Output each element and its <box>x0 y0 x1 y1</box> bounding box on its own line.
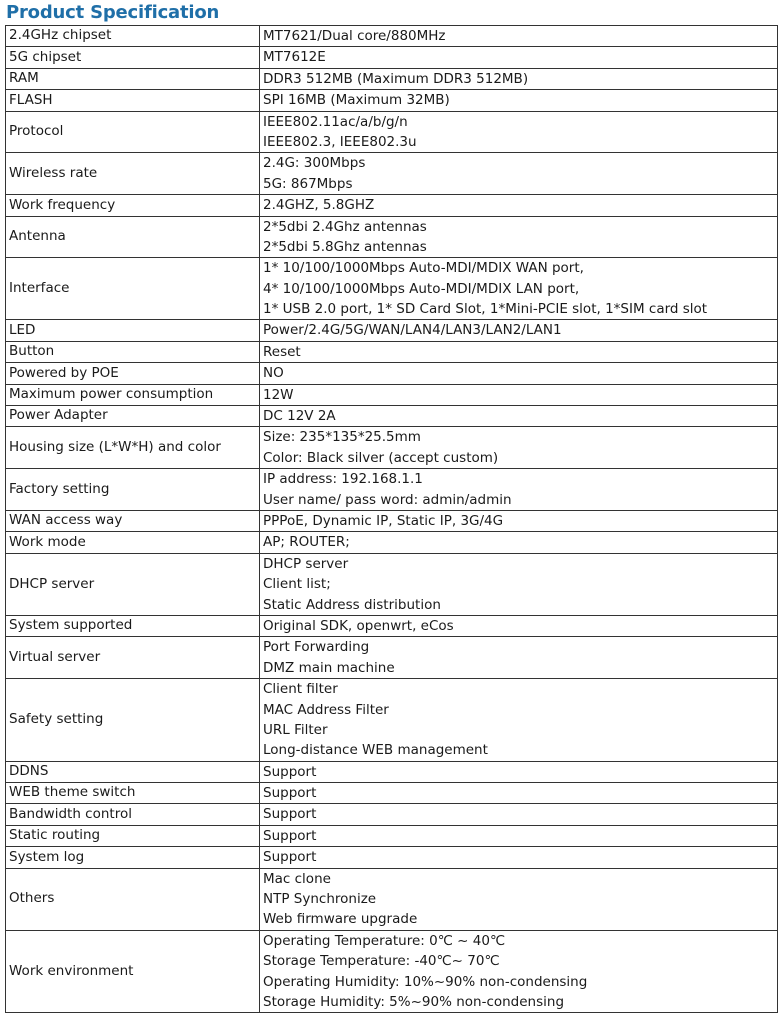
spec-table <box>5 25 778 1013</box>
spec-label: Safety setting <box>6 679 260 762</box>
spec-row <box>6 258 778 320</box>
spec-value-line: IP address: 192.168.1.1 <box>263 471 423 488</box>
spec-value-line: 2*5dbi 2.4Ghz antennas <box>263 218 427 235</box>
spec-label: Maximum power consumption <box>6 384 260 405</box>
spec-row <box>6 26 778 47</box>
spec-value <box>260 258 778 320</box>
spec-value-line: Support <box>263 785 317 802</box>
spec-value-line: MT7612E <box>263 49 326 66</box>
spec-label: Static routing <box>6 825 260 846</box>
spec-row <box>6 930 778 1013</box>
spec-value-line: NTP Synchronize <box>263 891 377 908</box>
spec-value <box>260 68 778 89</box>
spec-value-line: 1* USB 2.0 port, 1* SD Card Slot, 1*Mini-PCIE slot, 1*SIM card slot <box>263 301 708 318</box>
spec-table-body <box>6 26 778 1013</box>
spec-value-line: Reset <box>263 343 301 360</box>
spec-label: 5G chipset <box>6 47 260 68</box>
spec-value <box>260 930 778 1013</box>
spec-label: 2.4GHz chipset <box>6 26 260 47</box>
spec-value <box>260 384 778 405</box>
spec-label: Housing size (L*W*H) and color <box>6 427 260 469</box>
spec-value-line: IEEE802.3, IEEE802.3u <box>263 133 417 150</box>
spec-label: Others <box>6 868 260 930</box>
spec-label: DDNS <box>6 761 260 782</box>
spec-value <box>260 510 778 531</box>
spec-label: LED <box>6 320 260 341</box>
spec-row <box>6 804 778 825</box>
spec-value-line: Long-distance WEB management <box>263 742 488 759</box>
spec-label: FLASH <box>6 90 260 111</box>
spec-value-line: PPPoE, Dynamic IP, Static IP, 3G/4G <box>263 512 504 529</box>
spec-label: WAN access way <box>6 510 260 531</box>
spec-row <box>6 510 778 531</box>
spec-value-line: MT7621/Dual core/880MHz <box>263 28 446 44</box>
spec-value-line: Storage Temperature: -40℃~ 70℃ <box>263 953 500 970</box>
spec-value-line: DHCP server <box>263 555 349 572</box>
spec-row <box>6 679 778 762</box>
spec-value <box>260 553 778 615</box>
spec-value-line: Static Address distribution <box>263 596 441 613</box>
spec-value <box>260 216 778 258</box>
spec-value-line: Mac clone <box>263 870 331 887</box>
spec-row <box>6 90 778 111</box>
spec-row <box>6 427 778 469</box>
spec-row <box>6 868 778 930</box>
spec-row <box>6 111 778 153</box>
spec-value-line: 12W <box>263 386 294 403</box>
spec-value-line: Port Forwarding <box>263 639 370 656</box>
spec-value <box>260 341 778 362</box>
spec-value-line: 5G: 867Mbps <box>263 175 353 192</box>
spec-value <box>260 406 778 427</box>
spec-row <box>6 615 778 636</box>
spec-value <box>260 427 778 469</box>
spec-value-line: URL Filter <box>263 721 328 738</box>
spec-value-line: Operating Humidity: 10%~90% non-condensing <box>263 973 588 990</box>
spec-label: System supported <box>6 615 260 636</box>
spec-label: Protocol <box>6 111 260 153</box>
spec-label: Factory setting <box>6 469 260 511</box>
spec-value-line: Size: 235*135*25.5mm <box>263 429 421 446</box>
spec-row <box>6 320 778 341</box>
spec-row <box>6 384 778 405</box>
spec-label: Bandwidth control <box>6 804 260 825</box>
spec-value <box>260 679 778 762</box>
spec-row <box>6 637 778 679</box>
spec-value-line: NO <box>263 365 284 382</box>
spec-value <box>260 532 778 553</box>
spec-value-line: Support <box>263 827 317 844</box>
spec-label: Work mode <box>6 532 260 553</box>
spec-row <box>6 341 778 362</box>
spec-value-line: DDR3 512MB (Maximum DDR3 512MB) <box>263 70 529 87</box>
spec-value-line: Support <box>263 849 317 866</box>
spec-value-line: AP; ROUTER; <box>263 534 350 551</box>
spec-value-line: 2*5dbi 5.8Ghz antennas <box>263 238 427 255</box>
spec-row <box>6 783 778 804</box>
spec-row <box>6 47 778 68</box>
spec-value-line: 1* 10/100/1000Mbps Auto-MDI/MDIX WAN port, <box>263 260 584 277</box>
spec-label: DHCP server <box>6 553 260 615</box>
spec-value <box>260 868 778 930</box>
spec-row <box>6 195 778 216</box>
spec-value <box>260 637 778 679</box>
spec-value-line: 4* 10/100/1000Mbps Auto-MDI/MDIX LAN port, <box>263 280 580 297</box>
spec-value <box>260 320 778 341</box>
spec-value-line: 2.4GHZ, 5.8GHZ <box>263 197 375 214</box>
spec-value-line: Client list; <box>263 576 331 593</box>
spec-value-line: Power/2.4G/5G/WAN/LAN4/LAN3/LAN2/LAN1 <box>263 322 562 339</box>
spec-value-line: Operating Temperature: 0℃ ~ 40℃ <box>263 932 506 949</box>
spec-value <box>260 26 778 47</box>
spec-value <box>260 615 778 636</box>
spec-label: Power Adapter <box>6 406 260 427</box>
spec-value <box>260 469 778 511</box>
spec-value <box>260 847 778 868</box>
spec-label: Virtual server <box>6 637 260 679</box>
spec-row <box>6 761 778 782</box>
spec-value <box>260 761 778 782</box>
spec-row <box>6 553 778 615</box>
spec-value-line: Storage Humidity: 5%~90% non-condensing <box>263 993 565 1010</box>
spec-value <box>260 195 778 216</box>
spec-label: RAM <box>6 68 260 89</box>
spec-row <box>6 153 778 195</box>
spec-row <box>6 469 778 511</box>
spec-value-line: Color: Black silver (accept custom) <box>263 449 499 466</box>
spec-value-line: DC 12V 2A <box>263 408 336 425</box>
spec-row <box>6 363 778 384</box>
spec-value-line: SPI 16MB (Maximum 32MB) <box>263 92 450 109</box>
spec-label: System log <box>6 847 260 868</box>
spec-value <box>260 153 778 195</box>
spec-label: Interface <box>6 258 260 320</box>
spec-label: Work environment <box>6 930 260 1013</box>
spec-value <box>260 363 778 384</box>
spec-value-line: Support <box>263 806 317 823</box>
spec-value-line: Support <box>263 763 317 780</box>
spec-value-line: User name/ pass word: admin/admin <box>263 491 512 508</box>
spec-value <box>260 783 778 804</box>
spec-row <box>6 406 778 427</box>
spec-label: Work frequency <box>6 195 260 216</box>
spec-value-line: Original SDK, openwrt, eCos <box>263 617 454 634</box>
spec-value <box>260 111 778 153</box>
spec-label: Button <box>6 341 260 362</box>
spec-value <box>260 90 778 111</box>
spec-value-line: 2.4G: 300Mbps <box>263 155 366 172</box>
spec-value <box>260 825 778 846</box>
spec-label: Wireless rate <box>6 153 260 195</box>
spec-row <box>6 68 778 89</box>
spec-value <box>260 47 778 68</box>
spec-value-line: DMZ main machine <box>263 659 395 676</box>
spec-value <box>260 804 778 825</box>
spec-label: Powered by POE <box>6 363 260 384</box>
spec-label: WEB theme switch <box>6 783 260 804</box>
spec-value-line: Web firmware upgrade <box>263 911 418 928</box>
spec-row <box>6 532 778 553</box>
page-title: Product Specification <box>6 2 220 23</box>
spec-row <box>6 216 778 258</box>
spec-label: Antenna <box>6 216 260 258</box>
spec-value-line: MAC Address Filter <box>263 701 389 718</box>
spec-row <box>6 847 778 868</box>
spec-value-line: IEEE802.11ac/a/b/g/n <box>263 113 408 130</box>
spec-value-line: Client filter <box>263 681 338 698</box>
spec-row <box>6 825 778 846</box>
